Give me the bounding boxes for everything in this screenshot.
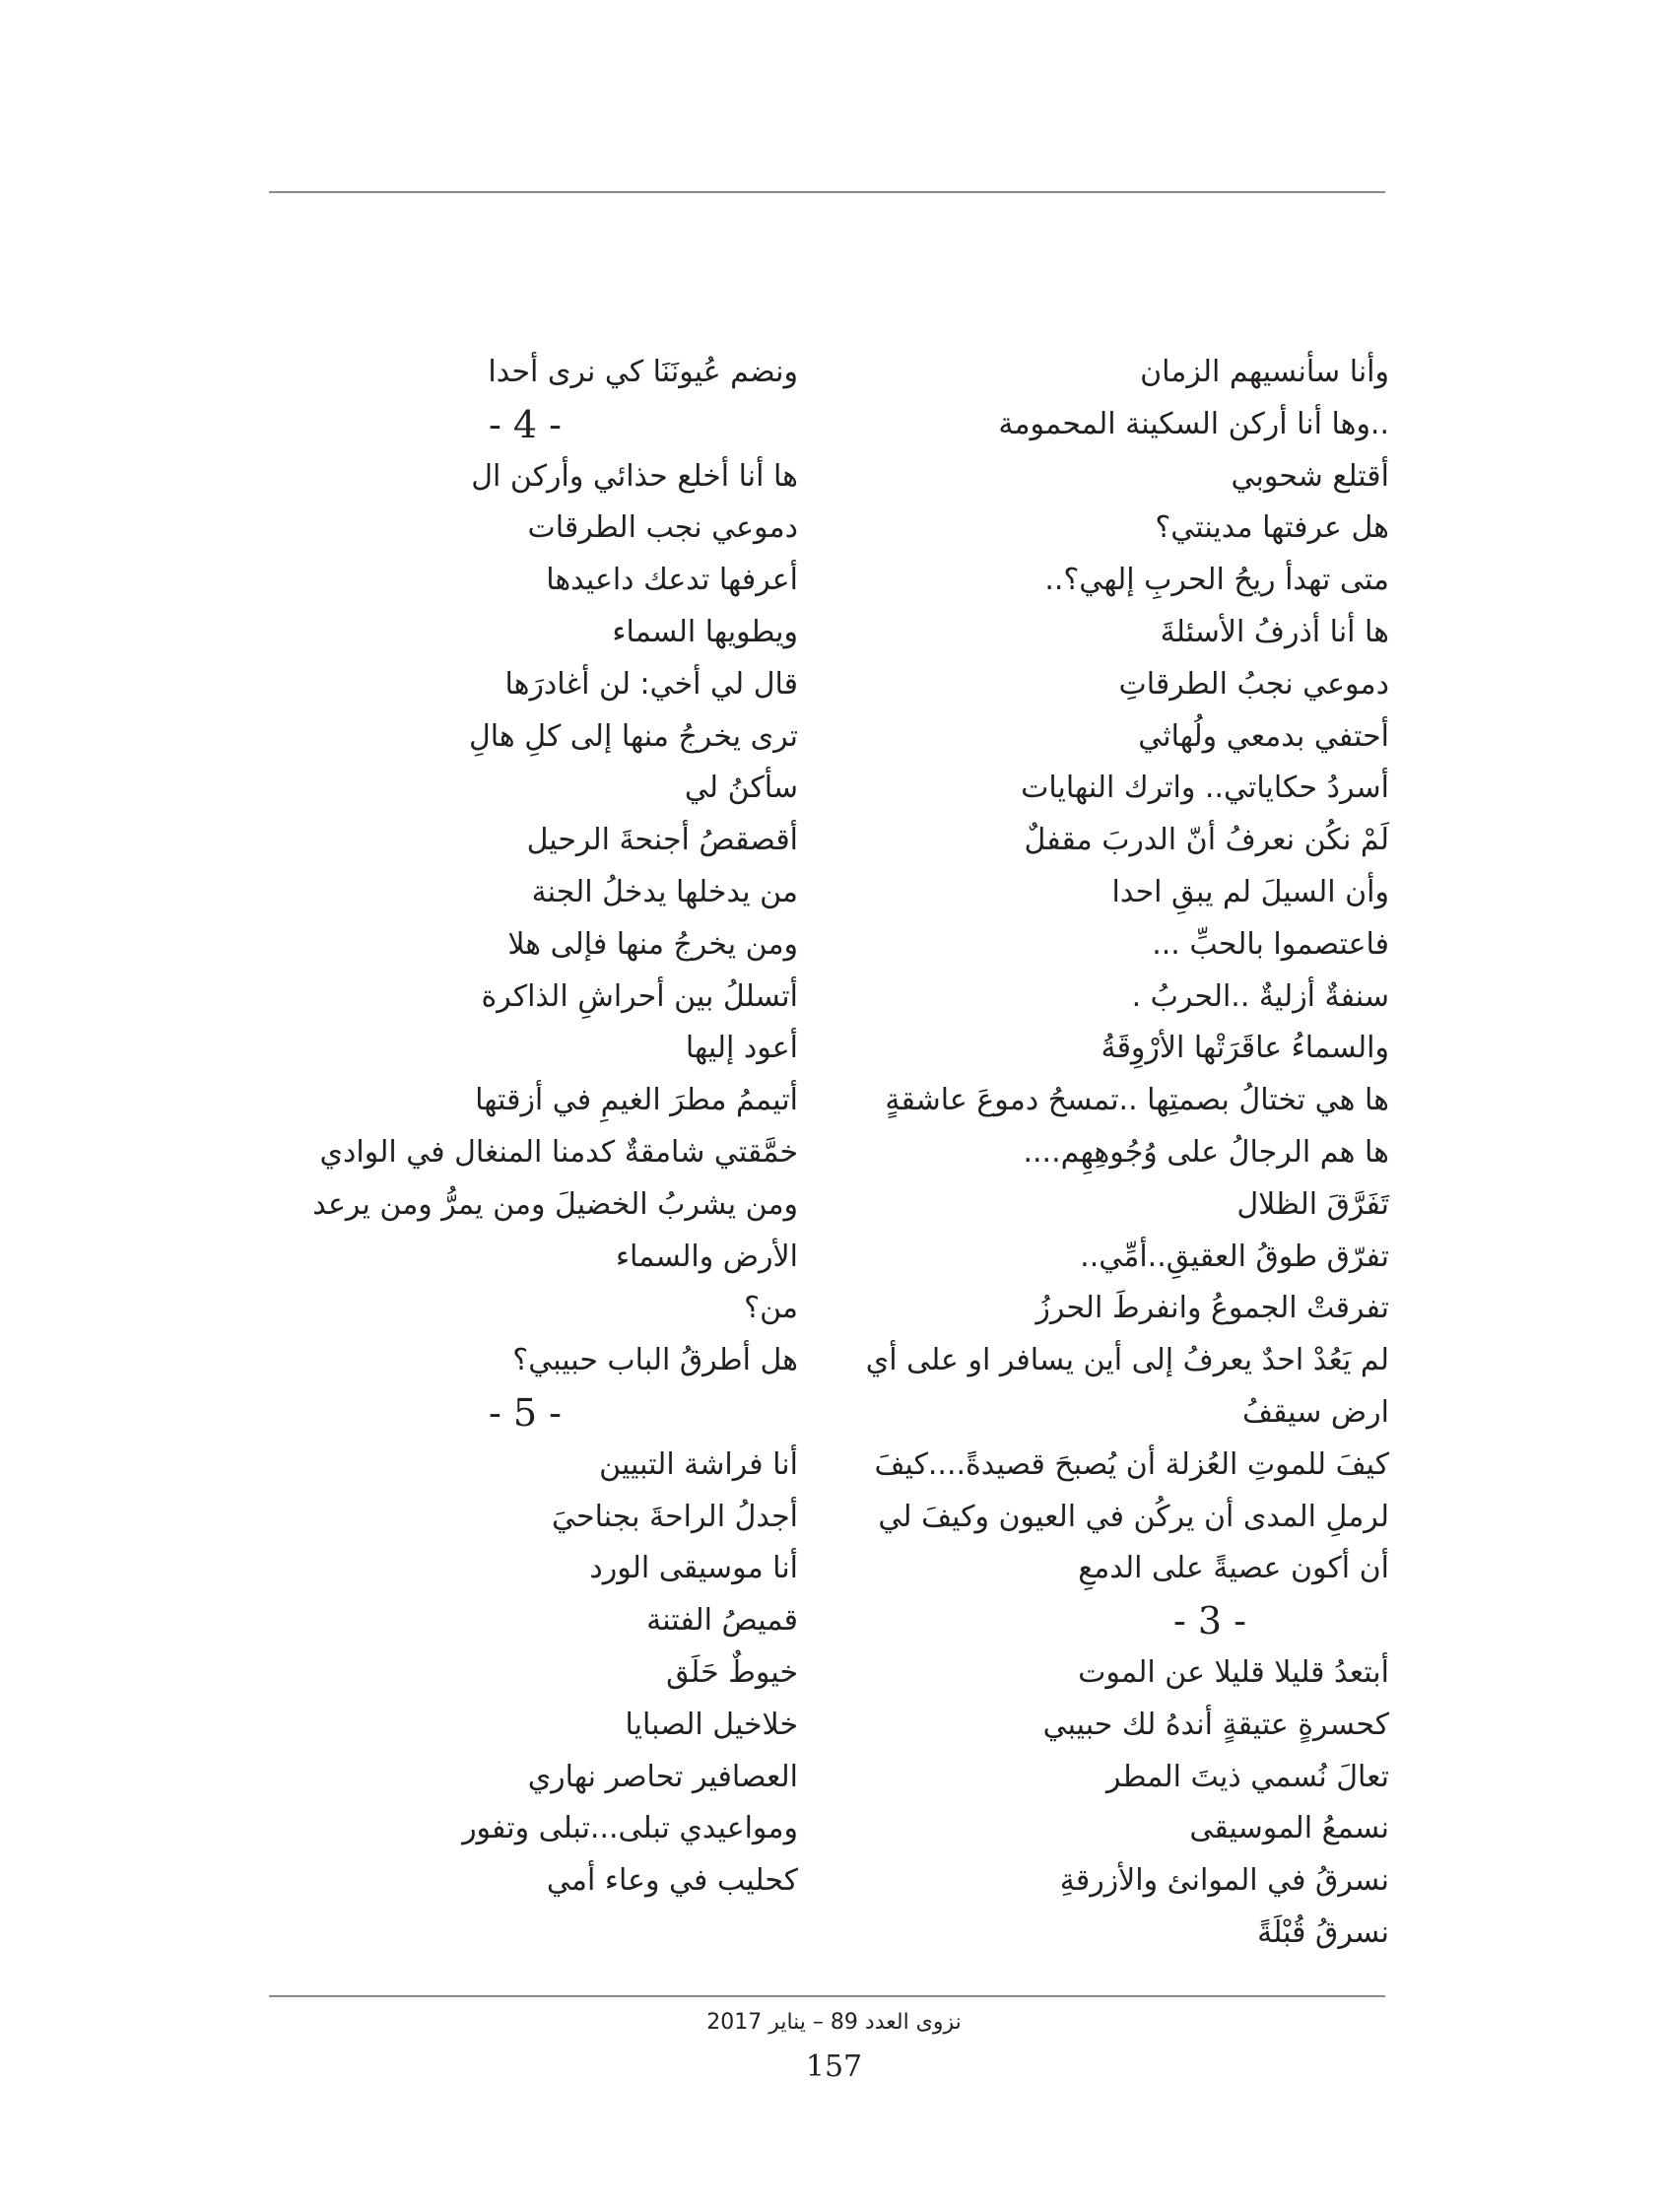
poem-line: ارض سيقفُ (1241, 1394, 1389, 1430)
poem-line: خمَّقتي شامقةٌ كدمنا المنغال في الوادي (319, 1134, 798, 1170)
poem-line: أسردُ حكاياتي.. واترك النهايات (1021, 771, 1389, 806)
poem-line: كحليب في وعاء أمي (546, 1863, 798, 1899)
poem-line: نسرقُ في الموانئ والأزرقةِ (1059, 1863, 1389, 1899)
poem-line: أتسللُ بين أحراشِ الذاكرة (481, 978, 798, 1014)
poem-line: قميصُ الفتنة (646, 1603, 798, 1639)
poem-line: تعالَ نُسمي ذيتَ المطر (1106, 1759, 1389, 1794)
poem-column-left (187, 347, 798, 1908)
poem-line: أحتفي بدمعي ولُهاثي (1138, 718, 1389, 754)
poem-line: ترى يخرجُ منها إلى كلِ هالِ (468, 718, 798, 754)
poem-line: أجدلُ الراحةَ بجناحيَ (552, 1499, 798, 1534)
top-rule (269, 191, 1385, 193)
poem-line: ها أنا أخلع حذائي وأركن ال (471, 458, 798, 494)
poem-line: ويطويها السماء (612, 614, 798, 649)
page-number: 157 (805, 2049, 863, 2084)
poem-line: أتيممُ مطرَ الغيمِ في أزقتها (475, 1083, 798, 1118)
poem-line: لَمْ نكُن نعرفُ أنّ الدربَ مقفلٌ (1024, 823, 1389, 858)
poem-line: لرملِ المدى أن يركُن في العيون وكيفَ لي (878, 1499, 1389, 1534)
poem-line: تفرّق طوقُ العقيقِ..أمِّي.. (1080, 1239, 1389, 1274)
poem-line: أبتعدُ قليلا قليلا عن الموت (1078, 1654, 1389, 1690)
poem-line: أقتلع شحوبي (1231, 458, 1389, 494)
poem-line: سنفةٌ أزليةٌ ..الحربُ . (1131, 978, 1389, 1014)
poem-line: تفرقتْ الجموعُ وانفرطَ الحرزُ (1035, 1291, 1389, 1326)
poem-line: وأنا سأنسيهم الزمان (1140, 355, 1389, 389)
poem-line: لم يَعُدْ احدٌ يعرفُ إلى أين يسافر او على أي (865, 1343, 1389, 1378)
poem-line: ها أنا أذرفُ الأسئلةَ (1160, 614, 1389, 649)
poem-line: نسمعُ الموسيقى (1189, 1811, 1389, 1846)
issue-line: نزوى العدد 89 – يناير 2017 (706, 2010, 962, 2035)
poem-line: ها هي تختالُ بصمتِها ..تمسحُ دموعَ عاشقةٍ (885, 1083, 1389, 1118)
poem-line: أن أكون عصيةً على الدمعِ (1078, 1551, 1389, 1586)
poem-line: هل أطرقُ الباب حبيبي؟ (512, 1343, 798, 1378)
poem-line: خيوطٌ حَلَق (666, 1654, 798, 1690)
poem-line: ومن يشربُ الخضيلَ ومن يمرُّ ومن يرعد (312, 1186, 798, 1222)
poem-line: دموعي نجب الطرقات (527, 510, 798, 546)
poem-line: الأرض والسماء (615, 1239, 798, 1274)
poem-line: أقصقصُ أجنحةَ الرحيل (526, 823, 798, 858)
poem-line: فاعتصموا بالحبِّ ... (1152, 926, 1389, 962)
section-number: - 3 - (1172, 1599, 1246, 1643)
poem-line: أنا فراشة التبيين (599, 1446, 798, 1482)
poem-column-right (837, 347, 1389, 1960)
poem-line: خلاخيل الصبايا (625, 1707, 798, 1742)
poem-line: كحسرةٍ عتيقةٍ أندهُ لك حبيبي (1042, 1707, 1389, 1742)
poem-line: ..وها أنا أركن السكينة المحمومة (998, 406, 1389, 441)
poem-line: ونضم عُيونَنَا كي نرى أحدا (488, 355, 798, 389)
poem-line: أنا موسيقى الورد (589, 1551, 798, 1586)
poem-line: هل عرفتها مدينتي؟ (1155, 510, 1389, 546)
bottom-rule (269, 1995, 1385, 1997)
poem-line: ها هم الرجالُ على وُجُوهِهِم.... (1023, 1134, 1389, 1170)
section-number: - 4 - (488, 402, 562, 446)
poem-line: تَفَرَّقَ الظلال (1236, 1186, 1389, 1222)
poem-line: دموعي نجبُ الطرقاتِ (1118, 666, 1389, 702)
poem-line: ومن يخرجُ منها فإلى هلا (507, 926, 798, 962)
poem-line: من يدخلها يدخلُ الجنة (531, 874, 798, 909)
section-number: - 5 - (488, 1390, 562, 1435)
poem-line: متى تهدأ ريحُ الحربِ إلهي؟.. (1044, 563, 1389, 598)
poem-line: العصافير تحاصر نهاري (527, 1759, 798, 1794)
poem-line: من؟ (744, 1291, 798, 1326)
poem-line: أعرفها تدعك داعيدها (546, 563, 798, 598)
poem-line: أعود إليها (685, 1031, 798, 1066)
poem-line: سأكنُ لي (684, 771, 798, 806)
poem-line: ومواعيدي تبلى...تبلى وتفور (462, 1811, 798, 1846)
poem-line: نسرقُ قُبْلَةً (1257, 1914, 1389, 1950)
poem-line: قال لي أخي: لن أغادرَها (504, 666, 798, 702)
poem-line: والسماءُ عاقَرَتْها الأرْوِقَةُ (1101, 1031, 1389, 1066)
poem-line: وأن السيلَ لم يبقِ احدا (1111, 874, 1389, 909)
poem-line: كيفَ للموتِ العُزلة أن يُصبحَ قصيدةً....كيفَ (874, 1446, 1389, 1482)
